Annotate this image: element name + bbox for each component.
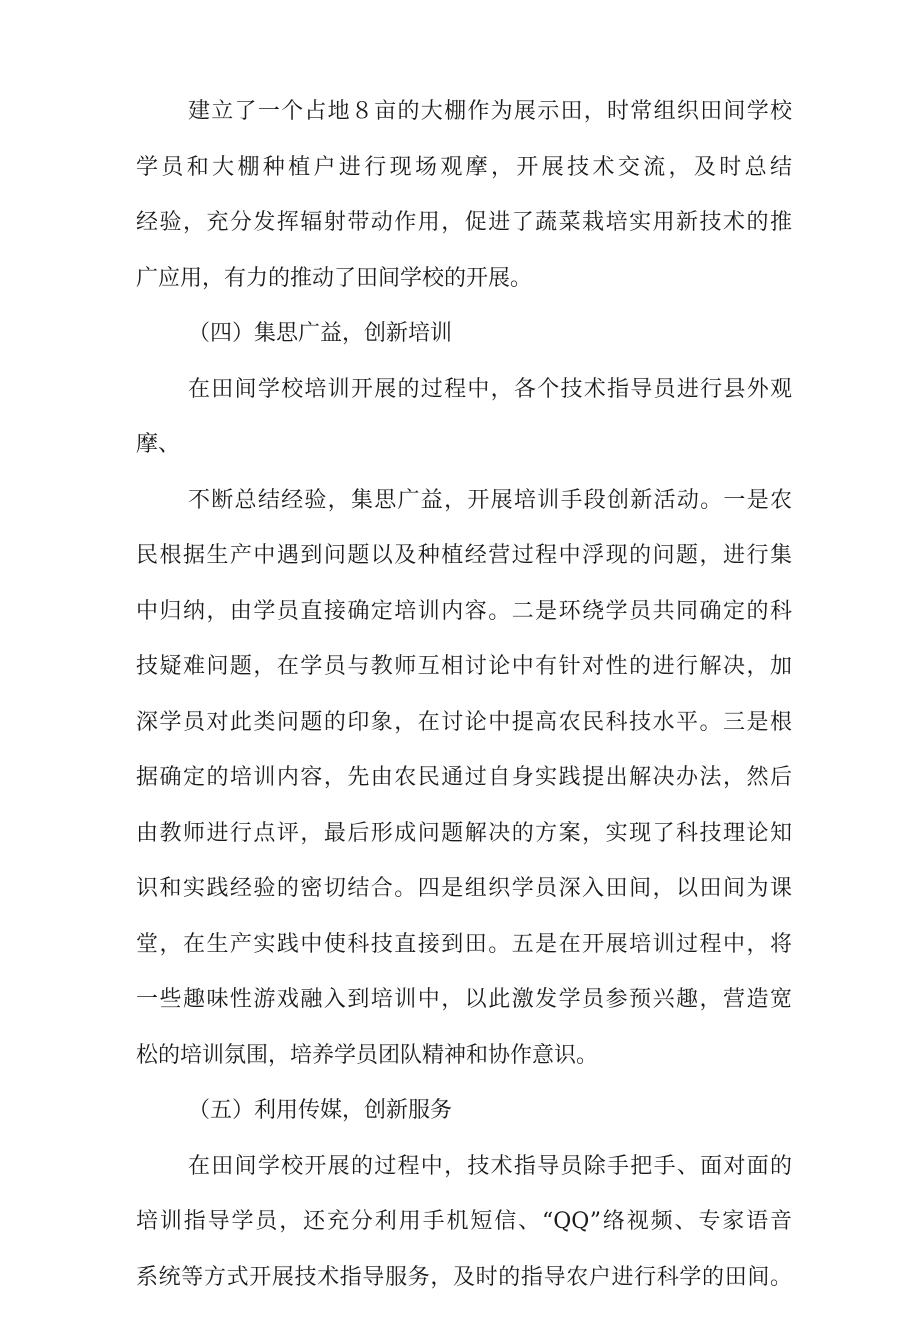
paragraph-line: 在田间学校培训开展的过程中，各个技术指导员进行县外观 xyxy=(188,376,792,402)
paragraph-line: 堂，在生产实践中使科技直接到田。五是在开展培训过程中，将 xyxy=(136,931,792,957)
paragraph-line: 系统等方式开展技术指导服务，及时的指导农户进行科学的田间。 xyxy=(136,1264,792,1290)
paragraph-line: 培训指导学员，还充分利用手机短信、“QQ”络视频、专家语音 xyxy=(136,1209,792,1234)
paragraph-line: 摩、 xyxy=(136,432,181,457)
section-heading: （五）利用传媒，创新服务 xyxy=(188,1098,453,1123)
paragraph-line: 深学员对此类问题的印象，在讨论中提高农民科技水平。三是根 xyxy=(136,709,792,735)
paragraph-line: 民根据生产中遇到问题以及种植经营过程中浮现的问题，进行集 xyxy=(136,543,792,568)
paragraph-line: 松的培训氛围，培养学员团队精神和协作意识。 xyxy=(136,1042,599,1068)
paragraph-line: 识和实践经验的密切结合。四是组织学员深入田间，以田间为课 xyxy=(136,876,792,901)
paragraph-line: 经验，充分发挥辐射带动作用，促进了蔬菜栽培实用新技术的推 xyxy=(136,210,792,235)
paragraph-line: 中归纳，由学员直接确定培训内容。二是环绕学员共同确定的科 xyxy=(136,598,792,624)
paragraph-line: 不断总结经验，集思广益，开展培训手段创新活动。一是农 xyxy=(188,487,792,513)
paragraph-line: 广应用，有力的推动了田间学校的开展。 xyxy=(136,265,533,291)
section-heading: （四）集思广益，创新培训 xyxy=(188,321,453,346)
paragraph-line: 建立了一个占地８亩的大棚作为展示田，时常组织田间学校 xyxy=(188,99,792,124)
paragraph-line: 在田间学校开展的过程中，技术指导员除手把手、面对面的 xyxy=(188,1153,792,1179)
paragraph-line: 一些趣味性游戏融入到培训中，以此激发学员参预兴趣，营造宽 xyxy=(136,987,792,1012)
document-page xyxy=(136,96,792,1317)
paragraph-line: 由教师进行点评，最后形成问题解决的方案，实现了科技理论知 xyxy=(136,820,792,846)
paragraph-line: 学员和大棚种植户进行现场观摩，开展技术交流，及时总结 xyxy=(136,154,792,180)
paragraph-line: 技疑难问题，在学员与教师互相讨论中有针对性的进行解决，加 xyxy=(136,654,792,679)
paragraph-line: 据确定的培训内容，先由农民通过自身实践提出解决办法，然后 xyxy=(136,765,792,790)
